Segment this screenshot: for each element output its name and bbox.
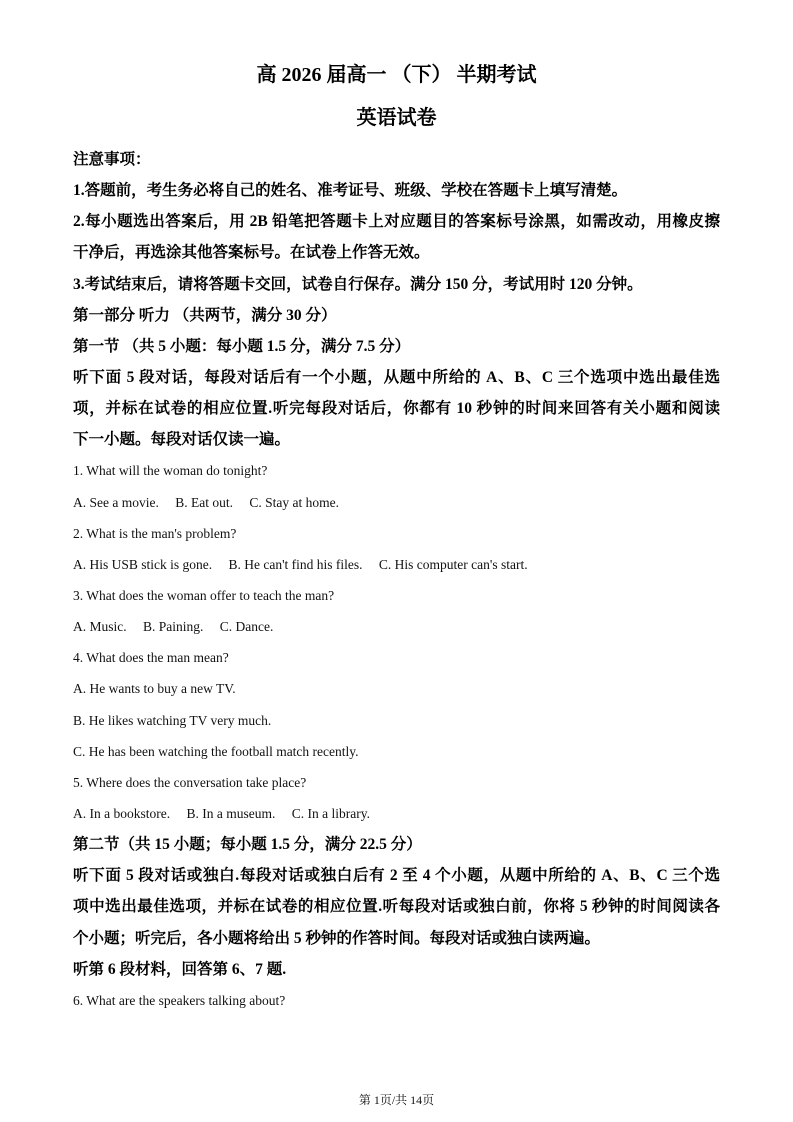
question-3-stem: 3. What does the woman offer to teach the man?	[73, 587, 335, 603]
section-1	[73, 331, 720, 829]
exam-subject: 英语试卷	[356, 107, 437, 129]
question-3-options	[73, 611, 720, 642]
question-2-options	[73, 549, 720, 580]
part-1	[73, 300, 720, 1016]
section-2	[73, 829, 720, 1016]
exam-title: 高 2026 届高一 （下） 半期考试	[256, 64, 537, 86]
section-2-instructions-line-1: 听下面 5 段对话或独白.每段对话或独白后有 2 至 4 个小题，从题中所给的 A、B、C 三个选	[73, 867, 720, 885]
section-2-instructions-line-3: 个小题；听完后，各小题将给出 5 秒钟的作答时间。每段对话或独白读两遍。	[73, 929, 601, 947]
question-1-option-b: B. Eat out.	[175, 494, 233, 510]
question-5-options	[73, 798, 720, 829]
question-6-stem: 6. What are the speakers talking about?	[73, 992, 286, 1008]
question-2-option-b: B. He can't find his files.	[228, 556, 363, 572]
notice-block	[73, 144, 720, 300]
section-1-instructions-line-1: 听下面 5 段对话，每段对话后有一个小题，从题中所给的 A、B、C 三个选项中选出最佳选	[73, 368, 720, 386]
section-1-heading: 第一节 （共 5 小题：每小题 1.5 分，满分 7.5 分）	[73, 337, 411, 355]
question-2-option-c: C. His computer can's start.	[378, 556, 528, 572]
question-2-stem: 2. What is the man's problem?	[73, 525, 237, 541]
question-1-stem: 1. What will the woman do tonight?	[73, 463, 268, 479]
question-5-option-c: C. In a library.	[291, 805, 370, 821]
question-4-option-b: B. He likes watching TV very much.	[73, 712, 272, 728]
notice-item-1: 1.答题前，考生务必将自己的姓名、准考证号、班级、学校在答题卡上填写清楚。	[73, 182, 628, 200]
question-4-stem: 4. What does the man mean?	[73, 650, 229, 666]
question-3-option-a: A. Music.	[73, 619, 127, 635]
question-5-option-a: A. In a bookstore.	[73, 805, 171, 821]
section-2-heading: 第二节（共 15 小题；每小题 1.5 分，满分 22.5 分）	[73, 836, 422, 854]
question-1-option-c: C. Stay at home.	[249, 494, 339, 510]
notice-heading: 注意事项：	[73, 151, 151, 168]
section-2-instructions-line-2: 项中选出最佳选项，并标在试卷的相应位置.听每段对话或独白前，你将 5 秒钟的时间阅读各	[73, 898, 720, 916]
notice-item-3: 3.考试结束后，请将答题卡交回，试卷自行保存。满分 150 分，考试用时 120 分钟。	[73, 275, 643, 293]
question-4-option-c: C. He has been watching the football match recently.	[73, 743, 359, 759]
question-5-stem: 5. Where does the conversation take place?	[73, 774, 307, 790]
notice-item-2-line-1: 2.每小题选出答案后，用 2B 铅笔把答题卡上对应题目的答案标号涂黑，如需改动，用橡皮擦	[73, 213, 720, 231]
exam-content	[73, 144, 720, 1016]
question-5-option-b: B. In a museum.	[186, 805, 276, 821]
question-4-option-a: A. He wants to buy a new TV.	[73, 681, 236, 697]
question-3-option-c: C. Dance.	[219, 619, 274, 635]
page-indicator: 第 1页/共 14页	[358, 1093, 435, 1107]
part-1-heading: 第一部分 听力 （共两节，满分 30 分）	[73, 306, 337, 324]
material-6-prompt: 听第 6 段材料，回答第 6、7 题.	[73, 960, 287, 978]
question-1-option-a: A. See a movie.	[73, 494, 159, 510]
question-2-option-a: A. His USB stick is gone.	[73, 556, 213, 572]
question-3-option-b: B. Paining.	[143, 619, 204, 635]
section-1-instructions-line-3: 下一小题。每段对话仅读一遍。	[73, 431, 291, 449]
section-1-instructions-line-2: 项，并标在试卷的相应位置.听完每段对话后，你都有 10 秒钟的时间来回答有关小题和阅读	[73, 400, 720, 418]
question-1-options	[73, 487, 720, 518]
notice-item-2-line-2: 干净后，再选涂其他答案标号。在试卷上作答无效。	[73, 244, 430, 262]
